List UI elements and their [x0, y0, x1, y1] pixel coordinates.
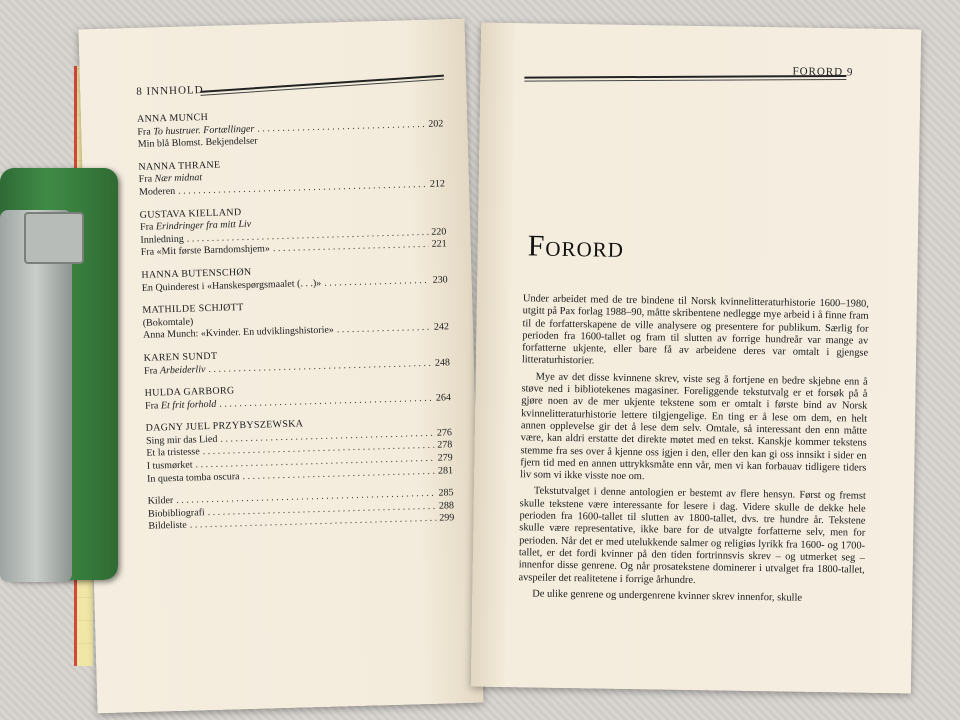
toc-title: Sing mir das Lied	[145, 433, 218, 447]
toc-author: NANNA THRANE	[138, 159, 221, 173]
toc-leader	[324, 274, 430, 290]
toc-title: Fra Nær midnat	[138, 172, 203, 186]
toc-title: Fra «Mit første Barndomshjem»	[140, 243, 271, 259]
toc-leader	[337, 322, 431, 337]
toc-page-number: 299	[439, 512, 455, 525]
toc-page-number: 202	[428, 117, 444, 130]
toc-title: Fra Erindringer fra mitt Liv	[139, 218, 252, 234]
title-initial: F	[527, 229, 546, 263]
toc-page-number: 248	[434, 356, 451, 369]
paragraph-1: Under arbeidet med de tre bindene til Norsk kvinnelitteraturhistorie 1600–1980, utgitt på Pax forlag 1988–90, måtte skribentene nedlegge mye arbeid i å finne fram til de forfatterskapene de ville analysere og presentere for publikum. Særlig for perioden fra 1600-tallet og fram til slutten av forrige hundreår var mange av forfatterne ukjente, eller bare få av arbeidene deres var omtalt i gjengse litteraturhistorier.	[521, 293, 869, 367]
toc-title: Fra To hustruer. Fortællinger	[137, 123, 255, 138]
toc-title: In questa tomba oscura	[146, 470, 240, 485]
toc-page-number: 276	[436, 427, 453, 439]
paragraph-4: De ulike genrene og undergenrene kvinner skrev innenfor, skulle	[532, 588, 803, 604]
toc-page-number: 288	[438, 500, 455, 512]
toc-author: KAREN SUNDT	[143, 350, 218, 364]
toc-title: Anna Munch: «Kvinder. En udviklingshistorie»	[142, 324, 335, 342]
toc-title: Innledning	[140, 233, 184, 246]
toc-page-number: 281	[437, 464, 454, 477]
toc-title: Fra Arbeiderliv	[143, 363, 206, 377]
toc-author: ANNA MUNCH	[136, 111, 209, 125]
toc-title: (Bokomtale)	[142, 316, 194, 329]
paragraph-2: Mye av det disse kvinnene skrev, viste seg å fortjene en bedre skjebne enn å støve ned i bibliotekenes magasiner. Foreliggende tekstutvalg er et forsøk på å gjøre noen av de mer ukjente tekstene som er omtalt i første bind av Norsk kvinnelitteraturhistorie lettere tilgjengelige. En ting er å lese om dem, en helt annen opplevelse gir det å lese dem selv. Omtale, så interessant den enn måtte være, kan aldri erstatte det direkte møtet med en tekst. Kanskje kommer tekstens stemme fra ses over å kjenne oss igjen i den, eller den kan gi oss innsikt i sider en fjern tid med en annen uttrykksmåte enn vår, men vi kan forbauav tidligere tiders liv som vi ikke visste noe om.	[520, 371, 868, 483]
toc-title: Bildeliste	[148, 520, 187, 533]
toc-title: Fra Et frit forhold	[144, 398, 217, 412]
toc-title: En Quinderest i «Hanskespørgsmaalet (. . .)»	[141, 277, 322, 294]
toc-page-number: 230	[432, 273, 448, 286]
toc-title: Min blå Blomst. Bekjendelser	[137, 135, 258, 151]
chapter-title	[527, 229, 624, 265]
left-page	[79, 19, 484, 714]
toc-title: Kilder	[147, 495, 174, 508]
toc-page-number: 264	[435, 391, 452, 404]
toc-title: I tusmørket	[146, 459, 193, 472]
toc-page-number: 242	[433, 321, 450, 334]
toc-page-number: 278	[437, 439, 453, 452]
clip-tab	[24, 212, 84, 264]
toc-author: MATHILDE SCHJØTT	[142, 302, 244, 316]
toc-author: GUSTAVA KIELLAND	[139, 206, 242, 221]
toc-author: DAGNY JUEL PRZYBYSZEWSKA	[145, 418, 304, 435]
clip-metal-plate	[0, 210, 72, 582]
toc-page-number: 220	[431, 226, 447, 238]
toc-page-number: 279	[437, 452, 453, 464]
title-rest: ORORD	[545, 236, 625, 262]
right-page	[471, 23, 921, 694]
toc-page-number: 285	[438, 487, 454, 499]
head-rule	[200, 75, 444, 93]
paragraph-3: Tekstutvalget i denne antologien er bestemt av flere hensyn. Først og fremst skulle tekstene være interessante for lesere i dag. Videre skulle de dekke hele perioden fra 1600-tallet til slutten av 1800-tallet, dvs. tre hundre år. Tekstene skulle være representative, ikke bare for de utvalgte forfatterne selv, men for perioden. Når det er med utelukkende salmer og religiøs lyrikk fra 1600- og 1700-tallet, er det fordi kvinner på den tiden fortrinnsvis skrev – og utmerket seg – innenfor disse genrene. Og når prosatekstene dominerer i utvalget fra 1800-tallet, avspeiler det realitetene i forrige århundre.	[518, 485, 866, 586]
running-head-right: FORORD 9	[792, 65, 854, 79]
toc-title: Moderen	[138, 185, 176, 198]
head-rule-thin	[200, 79, 444, 96]
foreword-body	[518, 293, 869, 610]
running-head-left: 8 INNHOLD	[136, 84, 204, 98]
table-of-contents	[137, 105, 455, 533]
toc-page-number: 212	[429, 178, 446, 190]
toc-title: Biobibliografi	[147, 507, 205, 520]
head-rule-right-thin	[524, 79, 846, 82]
toc-page-number: 221	[431, 238, 447, 251]
toc-author: HANNA BUTENSCHØN	[141, 266, 252, 281]
toc-author: HULDA GARBORG	[144, 385, 235, 399]
toc-title: Et la tristesse	[146, 446, 200, 460]
